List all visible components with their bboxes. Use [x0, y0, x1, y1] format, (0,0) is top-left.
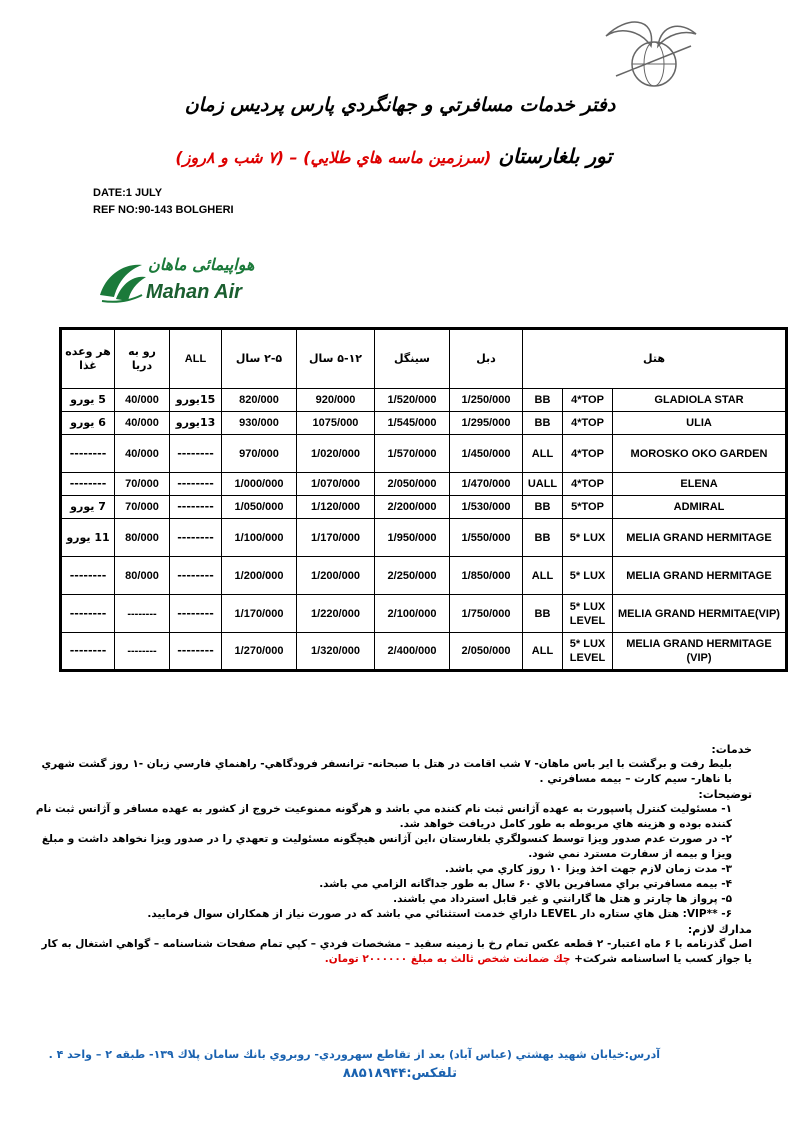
- cell-all: --------: [170, 519, 222, 557]
- cell-grade: 5*TOP: [563, 496, 613, 519]
- table-row: [61, 557, 787, 595]
- cell-double: 1/750/000: [450, 595, 523, 633]
- cell-board: BB: [523, 519, 563, 557]
- tour-name: تور بلغارستان: [498, 144, 612, 168]
- price-table: [59, 327, 788, 672]
- cell-board: BB: [523, 496, 563, 519]
- cell-c512: 1/200/000: [297, 557, 375, 595]
- cell-grade: 5* LUX LEVEL: [563, 633, 613, 671]
- date-line: DATE:1 JULY: [93, 187, 163, 199]
- company-title: دفتر خدمات مسافرتي و جهانگردي پارس پرديس زمان: [184, 94, 616, 116]
- cell-double: 1/530/000: [450, 496, 523, 519]
- cell-c512: 1/120/000: [297, 496, 375, 519]
- table-row: [61, 633, 787, 671]
- note-item: ۱- مسئوليت كنترل پاسپورت به عهده آژانس ثبت نام كننده مي باشد و هرگونه ممنوعيت خروج از كشور به عهده مسافر و آژانس ثبت نام كننده بوده و هزينه هاي مربوطه به طور كامل دريافت خواهد شد.: [35, 803, 732, 830]
- airline-name-en: Mahan Air: [146, 281, 242, 303]
- cell-c512: 1/020/000: [297, 435, 375, 473]
- airline-name-fa: هواپیمائی ماهان: [148, 255, 255, 274]
- cell-meal: 5 يورو: [61, 389, 115, 412]
- note-item: ۴- بيمه مسافرتي براي مسافرين بالاي ۶۰ سال به طور جداگانه الزامي مي باشد.: [319, 878, 732, 890]
- cell-c25: 1/000/000: [222, 473, 297, 496]
- cell-sea: 70/000: [115, 496, 170, 519]
- table-row: [61, 496, 787, 519]
- cell-meal: --------: [61, 557, 115, 595]
- note-item: ۳- مدت زمان لازم جهت اخذ ويزا ۱۰ روز كاري مي باشد.: [444, 863, 732, 875]
- docs-text: [32, 937, 752, 967]
- services-title: خدمات:: [711, 743, 752, 756]
- cell-board: BB: [523, 389, 563, 412]
- cell-sea: --------: [115, 633, 170, 671]
- cell-c512: 1/070/000: [297, 473, 375, 496]
- cell-c512: 920/000: [297, 389, 375, 412]
- cell-single: 2/100/000: [375, 595, 450, 633]
- table-row: [61, 389, 787, 412]
- cell-grade: 4*TOP: [563, 473, 613, 496]
- cell-board: UALL: [523, 473, 563, 496]
- cell-sea: 80/000: [115, 557, 170, 595]
- table-row: [61, 412, 787, 435]
- cell-c25: 1/270/000: [222, 633, 297, 671]
- docs-title: مدارك لازم:: [687, 923, 752, 936]
- cell-c512: 1/320/000: [297, 633, 375, 671]
- ref-line: REF NO:90-143 BOLGHERI: [93, 204, 234, 216]
- cell-double: 1/550/000: [450, 519, 523, 557]
- cell-single: 1/950/000: [375, 519, 450, 557]
- cell-meal: --------: [61, 595, 115, 633]
- cell-c25: 1/170/000: [222, 595, 297, 633]
- header-single: سينگل: [375, 329, 450, 389]
- note-item: ۲- در صورت عدم صدور ويزا توسط كنسولگري بلغارستان ،اين آژانس هيچگونه مسئوليت و تعهدي را در صدور ويزا نخواهد داشت و مبلغ ويزا و بيمه از سفارت مسترد نمي شود.: [41, 833, 732, 860]
- cell-grade: 5* LUX: [563, 557, 613, 595]
- cell-board: BB: [523, 412, 563, 435]
- cell-sea: 70/000: [115, 473, 170, 496]
- cell-all: --------: [170, 633, 222, 671]
- services-text: بليط رفت و برگشت با اير باس ماهان- ۷ شب اقامت در هتل با صبحانه- ترانسفر فرودگاهي- راهنماي فارسي زبان -۱ روز گشت شهري با ناهار- سيم كارت – بيمه مسافرتي .: [41, 758, 732, 785]
- header-hotel: هتل: [523, 329, 787, 389]
- cell-hotel: MOROSKO OKO GARDEN: [613, 435, 787, 473]
- cell-hotel: MELIA GRAND HERMITAGE: [613, 519, 787, 557]
- cell-all: --------: [170, 473, 222, 496]
- cell-meal: 7 يورو: [61, 496, 115, 519]
- cell-board: BB: [523, 595, 563, 633]
- footer-address: آدرس:خيابان شهيد بهشتي (عباس آباد) بعد از تقاطع سهروردي- روبروي بانك سامان پلاك ۱۳۹- طبقه ۲ – واحد ۴ .: [48, 1048, 660, 1061]
- cell-grade: 5* LUX LEVEL: [563, 595, 613, 633]
- cell-double: 2/050/000: [450, 633, 523, 671]
- table-header-row: [61, 329, 787, 389]
- cell-sea: 40/000: [115, 389, 170, 412]
- cell-single: 1/545/000: [375, 412, 450, 435]
- header-per-meal: هر وعده غذا: [61, 329, 115, 389]
- cell-single: 2/250/000: [375, 557, 450, 595]
- header-all: ALL: [170, 329, 222, 389]
- cell-c512: 1/170/000: [297, 519, 375, 557]
- table-row: [61, 595, 787, 633]
- cell-grade: 5* LUX: [563, 519, 613, 557]
- header-child-5-12: ۵-۱۲ سال: [297, 329, 375, 389]
- table-row: [61, 519, 787, 557]
- cell-sea: --------: [115, 595, 170, 633]
- cell-c512: 1075/000: [297, 412, 375, 435]
- company-logo-icon: [596, 16, 706, 96]
- note-item: ۵- پرواز ها چارتر و هتل ها گارانتي و غير قابل استرداد مي باشند.: [393, 893, 732, 905]
- cell-single: 2/200/000: [375, 496, 450, 519]
- cell-c25: 1/200/000: [222, 557, 297, 595]
- header-child-2-5: ۲-۵ سال: [222, 329, 297, 389]
- cell-all: --------: [170, 557, 222, 595]
- cell-c25: 820/000: [222, 389, 297, 412]
- cell-single: 1/570/000: [375, 435, 450, 473]
- cell-hotel: ADMIRAL: [613, 496, 787, 519]
- cell-hotel: MELIA GRAND HERMITAE(VIP): [613, 595, 787, 633]
- explanations-title: توضيحات:: [698, 788, 752, 801]
- cell-all: --------: [170, 435, 222, 473]
- cell-c25: 930/000: [222, 412, 297, 435]
- cell-single: 1/520/000: [375, 389, 450, 412]
- table-row: [61, 435, 787, 473]
- cell-meal: --------: [61, 473, 115, 496]
- notes-section: [32, 742, 752, 967]
- cell-c25: 1/050/000: [222, 496, 297, 519]
- cell-all: 15يورو: [170, 389, 222, 412]
- cell-board: ALL: [523, 557, 563, 595]
- header-sea-view: رو به دريا: [115, 329, 170, 389]
- cell-double: 1/450/000: [450, 435, 523, 473]
- cell-sea: 40/000: [115, 435, 170, 473]
- cell-c25: 1/100/000: [222, 519, 297, 557]
- cell-sea: 80/000: [115, 519, 170, 557]
- cell-double: 1/850/000: [450, 557, 523, 595]
- cell-board: ALL: [523, 435, 563, 473]
- cell-board: ALL: [523, 633, 563, 671]
- cell-meal: --------: [61, 435, 115, 473]
- cell-sea: 40/000: [115, 412, 170, 435]
- table-row: [61, 473, 787, 496]
- cell-meal: --------: [61, 633, 115, 671]
- cell-hotel: ULIA: [613, 412, 787, 435]
- docs-text-red: چك ضمانت شخص ثالث به مبلغ ۲۰۰۰۰۰۰ تومان.: [324, 953, 571, 965]
- cell-all: 13يورو: [170, 412, 222, 435]
- cell-all: --------: [170, 595, 222, 633]
- header-double: دبل: [450, 329, 523, 389]
- cell-all: --------: [170, 496, 222, 519]
- tour-title: [175, 144, 612, 168]
- cell-meal: 11 يورو: [61, 519, 115, 557]
- cell-hotel: ELENA: [613, 473, 787, 496]
- cell-grade: 4*TOP: [563, 389, 613, 412]
- cell-grade: 4*TOP: [563, 412, 613, 435]
- note-item: ۶- **VIP: هتل هاي ستاره دار LEVEL داراي خدمت استثنائي مي باشد كه در صورت نياز از همكاران سوال فرماييد.: [147, 908, 732, 920]
- cell-grade: 4*TOP: [563, 435, 613, 473]
- cell-hotel: MELIA GRAND HERMITAGE (VIP): [613, 633, 787, 671]
- cell-double: 1/470/000: [450, 473, 523, 496]
- cell-double: 1/295/000: [450, 412, 523, 435]
- cell-single: 2/400/000: [375, 633, 450, 671]
- cell-c25: 970/000: [222, 435, 297, 473]
- docs-text-main: اصل گذرنامه با ۶ ماه اعتبار- ۲ قطعه عكس تمام رخ با زمينه سفيد – مشخصات فردي – كپي تمام صفحات شناسنامه – گواهي اشتغال به كار يا جواز كسب يا اساسنامه شركت+: [41, 938, 752, 965]
- cell-double: 1/250/000: [450, 389, 523, 412]
- cell-c512: 1/220/000: [297, 595, 375, 633]
- cell-hotel: GLADIOLA STAR: [613, 389, 787, 412]
- cell-meal: 6 يورو: [61, 412, 115, 435]
- tour-subtitle: (سرزمين ماسه هاي طلايي) – (۷ شب و ۸روز): [175, 148, 492, 167]
- footer-tel: تلفكس:۸۸۵۱۸۹۴۴: [342, 1066, 457, 1081]
- cell-hotel: MELIA GRAND HERMITAGE: [613, 557, 787, 595]
- cell-single: 2/050/000: [375, 473, 450, 496]
